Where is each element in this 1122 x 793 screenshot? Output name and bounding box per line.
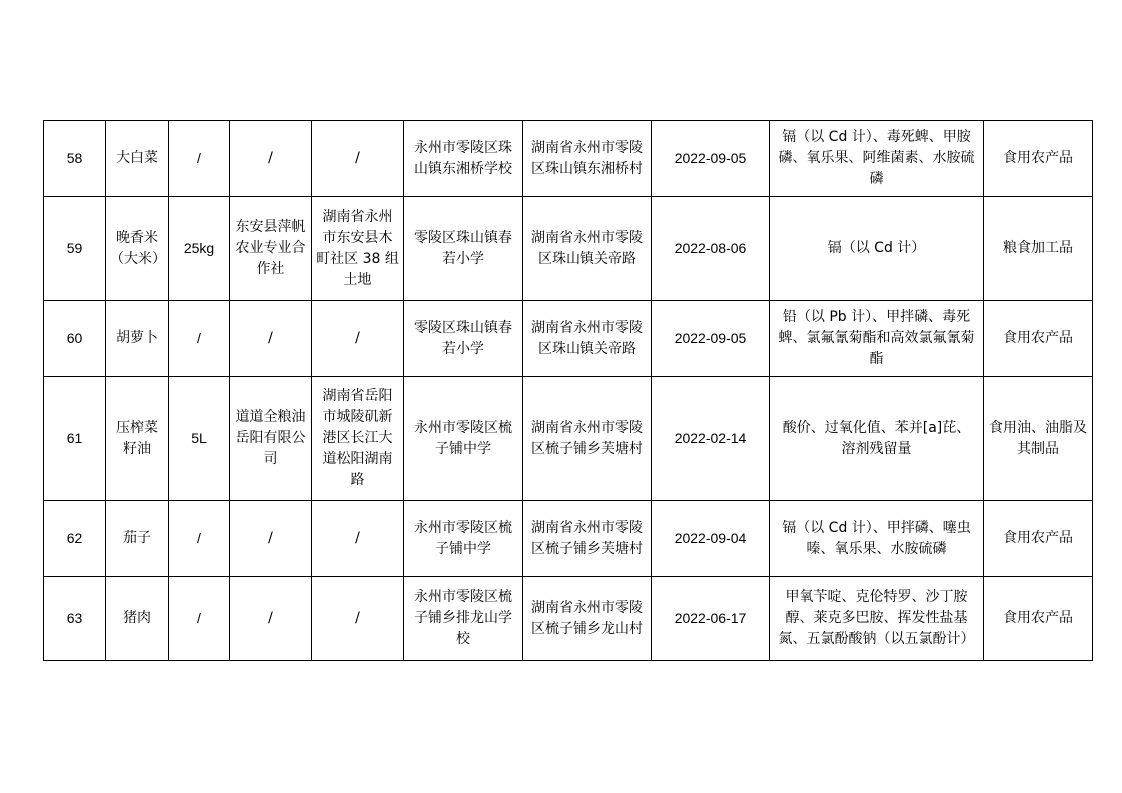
specification-cell: 5L — [169, 377, 230, 501]
specification-cell: / — [169, 577, 230, 661]
producer-cell: / — [230, 577, 312, 661]
product-name-cell: 胡萝卜 — [106, 301, 169, 377]
date-cell: 2022-09-05 — [652, 121, 770, 197]
producer-address-cell: / — [312, 121, 404, 197]
table-row — [44, 577, 1093, 661]
producer-address-cell: / — [312, 577, 404, 661]
product-name-cell: 猪肉 — [106, 577, 169, 661]
sampled-address-cell: 湖南省永州市零陵区梳子铺乡芙塘村 — [523, 501, 652, 577]
row-number-cell: 61 — [44, 377, 106, 501]
sampled-unit-cell: 永州市零陵区梳子铺中学 — [404, 501, 523, 577]
sampled-address-cell: 湖南省永州市零陵区珠山镇关帝路 — [523, 197, 652, 301]
category-cell: 食用农产品 — [984, 121, 1093, 197]
specification-cell: 25kg — [169, 197, 230, 301]
test-items-cell: 镉（以 Cd 计）、毒死蜱、甲胺磷、氧乐果、阿维菌素、水胺硫磷 — [770, 121, 984, 197]
producer-address-cell: / — [312, 301, 404, 377]
test-items-cell: 酸价、过氧化值、苯并[a]芘、溶剂残留量 — [770, 377, 984, 501]
sampled-unit-cell: 零陵区珠山镇春若小学 — [404, 301, 523, 377]
sampled-unit-cell: 永州市零陵区梳子铺中学 — [404, 377, 523, 501]
producer-cell: 东安县萍帆农业专业合作社 — [230, 197, 312, 301]
sampled-address-cell: 湖南省永州市零陵区珠山镇关帝路 — [523, 301, 652, 377]
row-number-cell: 58 — [44, 121, 106, 197]
producer-cell: / — [230, 121, 312, 197]
category-cell: 食用农产品 — [984, 301, 1093, 377]
date-cell: 2022-09-05 — [652, 301, 770, 377]
date-cell: 2022-09-04 — [652, 501, 770, 577]
table-row — [44, 121, 1093, 197]
product-name-cell: 茄子 — [106, 501, 169, 577]
sampled-unit-cell: 永州市零陵区珠山镇东湘桥学校 — [404, 121, 523, 197]
table-row — [44, 197, 1093, 301]
sampled-unit-cell: 永州市零陵区梳子铺乡排龙山学校 — [404, 577, 523, 661]
producer-cell: / — [230, 301, 312, 377]
product-name-cell: 大白菜 — [106, 121, 169, 197]
row-number-cell: 60 — [44, 301, 106, 377]
category-cell: 食用农产品 — [984, 501, 1093, 577]
product-name-cell: 压榨菜籽油 — [106, 377, 169, 501]
table-row — [44, 301, 1093, 377]
sampled-address-cell: 湖南省永州市零陵区梳子铺乡龙山村 — [523, 577, 652, 661]
category-cell: 食用油、油脂及其制品 — [984, 377, 1093, 501]
category-cell: 食用农产品 — [984, 577, 1093, 661]
sampled-address-cell: 湖南省永州市零陵区珠山镇东湘桥村 — [523, 121, 652, 197]
date-cell: 2022-02-14 — [652, 377, 770, 501]
inspection-results-table — [43, 120, 1093, 661]
test-items-cell: 铅（以 Pb 计）、甲拌磷、毒死蜱、氯氟氰菊酯和高效氯氟氰菊酯 — [770, 301, 984, 377]
category-cell: 粮食加工品 — [984, 197, 1093, 301]
test-items-cell: 镉（以 Cd 计）、甲拌磷、噻虫嗪、氧乐果、水胺硫磷 — [770, 501, 984, 577]
specification-cell: / — [169, 501, 230, 577]
table-row — [44, 377, 1093, 501]
sampled-unit-cell: 零陵区珠山镇春若小学 — [404, 197, 523, 301]
test-items-cell: 甲氧苄啶、克伦特罗、沙丁胺醇、莱克多巴胺、挥发性盐基氮、五氯酚酸钠（以五氯酚计） — [770, 577, 984, 661]
date-cell: 2022-08-06 — [652, 197, 770, 301]
row-number-cell: 59 — [44, 197, 106, 301]
producer-address-cell: / — [312, 501, 404, 577]
producer-cell: / — [230, 501, 312, 577]
producer-address-cell: 湖南省岳阳市城陵矶新港区长江大道松阳湖南路 — [312, 377, 404, 501]
specification-cell: / — [169, 301, 230, 377]
test-items-cell: 镉（以 Cd 计） — [770, 197, 984, 301]
product-name-cell: 晚香米（大米） — [106, 197, 169, 301]
table-row — [44, 501, 1093, 577]
sampled-address-cell: 湖南省永州市零陵区梳子铺乡芙塘村 — [523, 377, 652, 501]
row-number-cell: 63 — [44, 577, 106, 661]
producer-cell: 道道全粮油岳阳有限公司 — [230, 377, 312, 501]
date-cell: 2022-06-17 — [652, 577, 770, 661]
producer-address-cell: 湖南省永州市东安县木町社区 38 组土地 — [312, 197, 404, 301]
specification-cell: / — [169, 121, 230, 197]
row-number-cell: 62 — [44, 501, 106, 577]
